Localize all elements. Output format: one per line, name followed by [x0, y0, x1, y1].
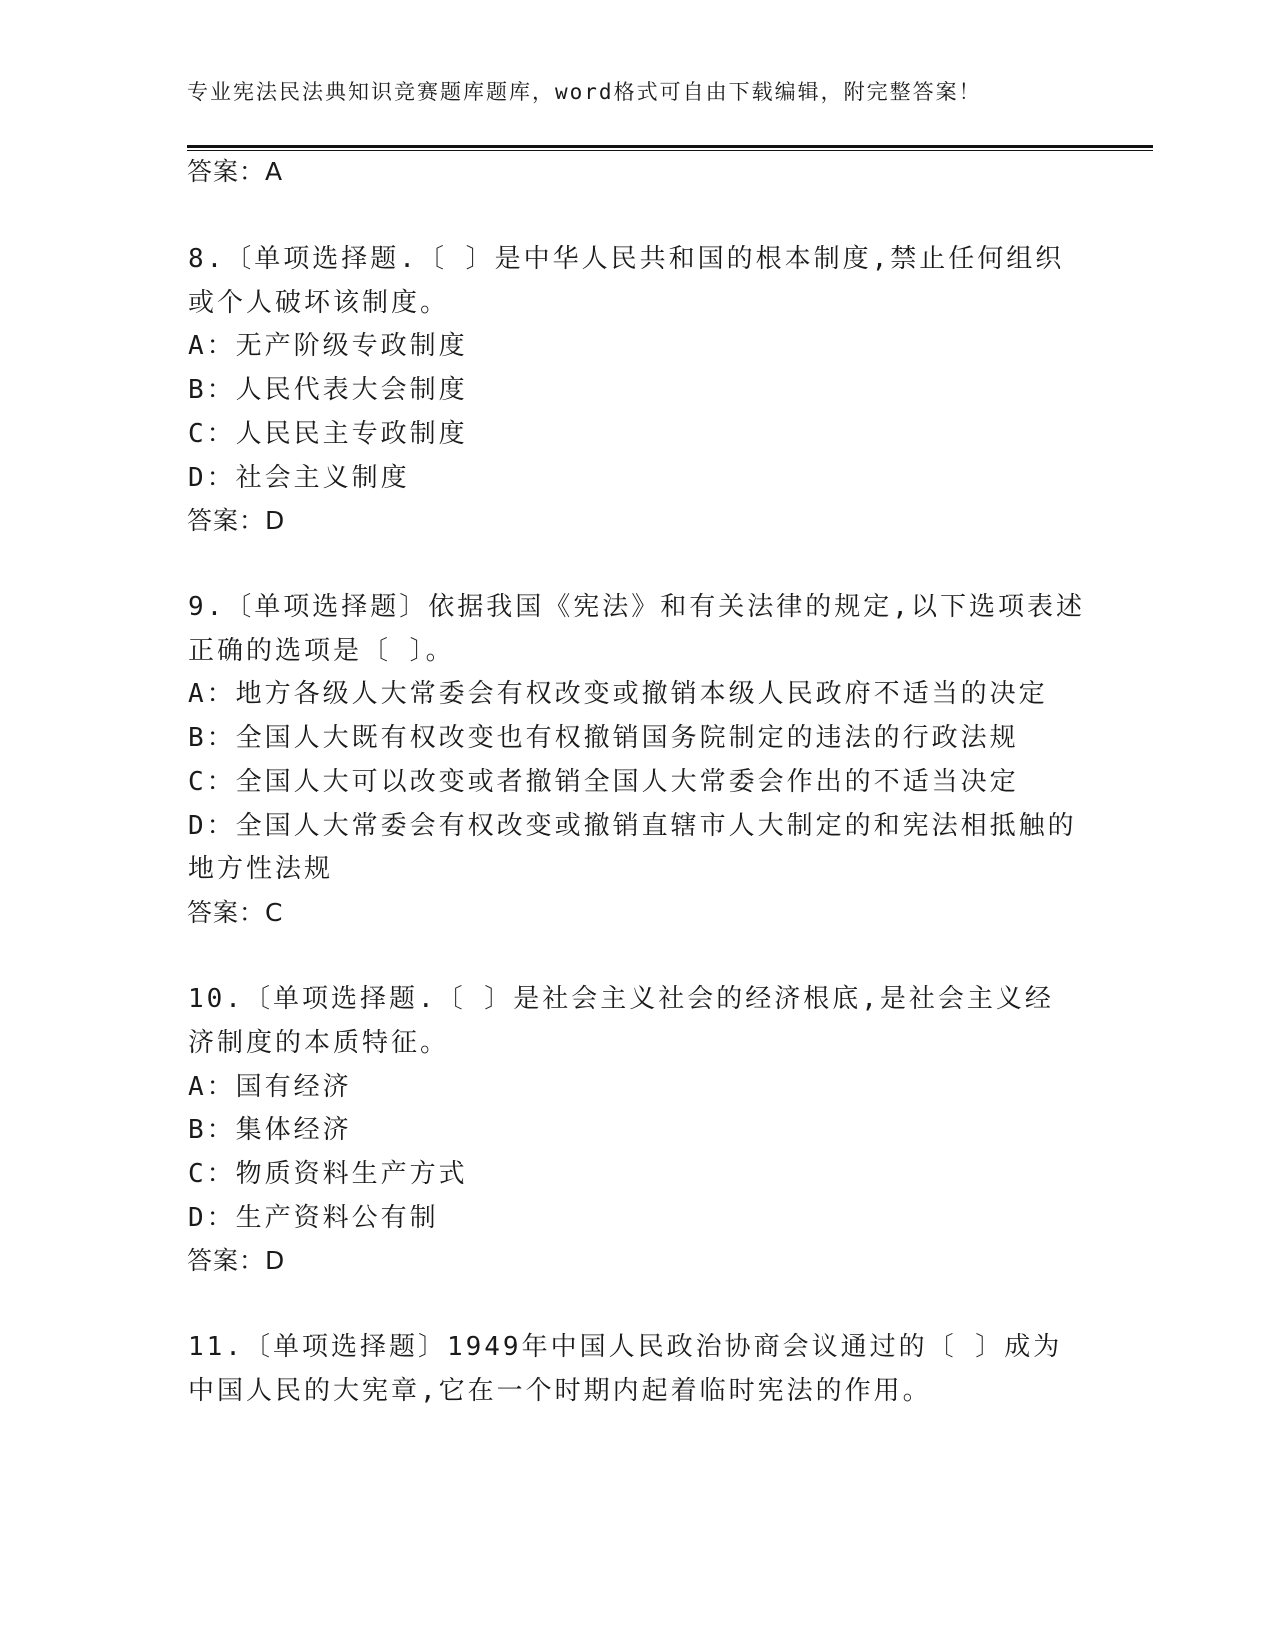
question-10-option-b: B：集体经济 — [188, 1115, 352, 1145]
question-11-stem-line1: 11.〔单项选择题〕1949年中国人民政治协商会议通过的〔 〕成为 — [188, 1332, 1063, 1362]
answer-q10: 答案：D — [187, 1246, 286, 1275]
question-9-option-c: C：全国人大可以改变或者撤销全国人大常委会作出的不适当决定 — [188, 767, 1019, 797]
question-9-stem-line1: 9.〔单项选择题〕依据我国《宪法》和有关法律的规定,以下选项表述 — [188, 592, 1085, 622]
question-11-stem-line2: 中国人民的大宪章,它在一个时期内起着临时宪法的作用。 — [188, 1376, 932, 1406]
answer-q8: 答案：D — [187, 506, 286, 535]
header-divider-thin — [187, 150, 1153, 151]
question-10-stem-line1: 10.〔单项选择题.〔 〕是社会主义社会的经济根底,是社会主义经 — [188, 984, 1054, 1014]
question-9-option-a: A：地方各级人大常委会有权改变或撤销本级人民政府不适当的决定 — [188, 679, 1048, 709]
answer-q7: 答案：A — [187, 157, 284, 186]
question-8-option-c: C：人民民主专政制度 — [188, 419, 468, 449]
question-8-option-a: A：无产阶级专政制度 — [188, 331, 468, 361]
question-8-option-d: D：社会主义制度 — [188, 463, 410, 493]
question-8-stem-line2: 或个人破坏该制度。 — [188, 288, 450, 318]
question-8-option-b: B：人民代表大会制度 — [188, 375, 468, 405]
question-10-option-a: A：国有经济 — [188, 1072, 352, 1102]
question-10-option-c: C：物质资料生产方式 — [188, 1159, 468, 1189]
question-9-stem-line2: 正确的选项是〔 〕。 — [188, 636, 455, 666]
question-8-stem-line1: 8.〔单项选择题.〔 〕是中华人民共和国的根本制度,禁止任何组织 — [188, 244, 1065, 274]
header-divider-thick — [187, 145, 1153, 148]
question-9-option-d-continued: 地方性法规 — [188, 854, 334, 884]
page-header: 专业宪法民法典知识竞赛题库题库，word格式可自由下载编辑，附完整答案！ — [187, 80, 982, 104]
question-10-stem-line2: 济制度的本质特征。 — [188, 1028, 450, 1058]
question-9-option-b: B：全国人大既有权改变也有权撤销国务院制定的违法的行政法规 — [188, 723, 1019, 753]
question-10-option-d: D：生产资料公有制 — [188, 1203, 439, 1233]
question-9-option-d: D：全国人大常委会有权改变或撤销直辖市人大制定的和宪法相抵触的 — [188, 811, 1077, 841]
answer-q9: 答案：C — [187, 898, 284, 927]
